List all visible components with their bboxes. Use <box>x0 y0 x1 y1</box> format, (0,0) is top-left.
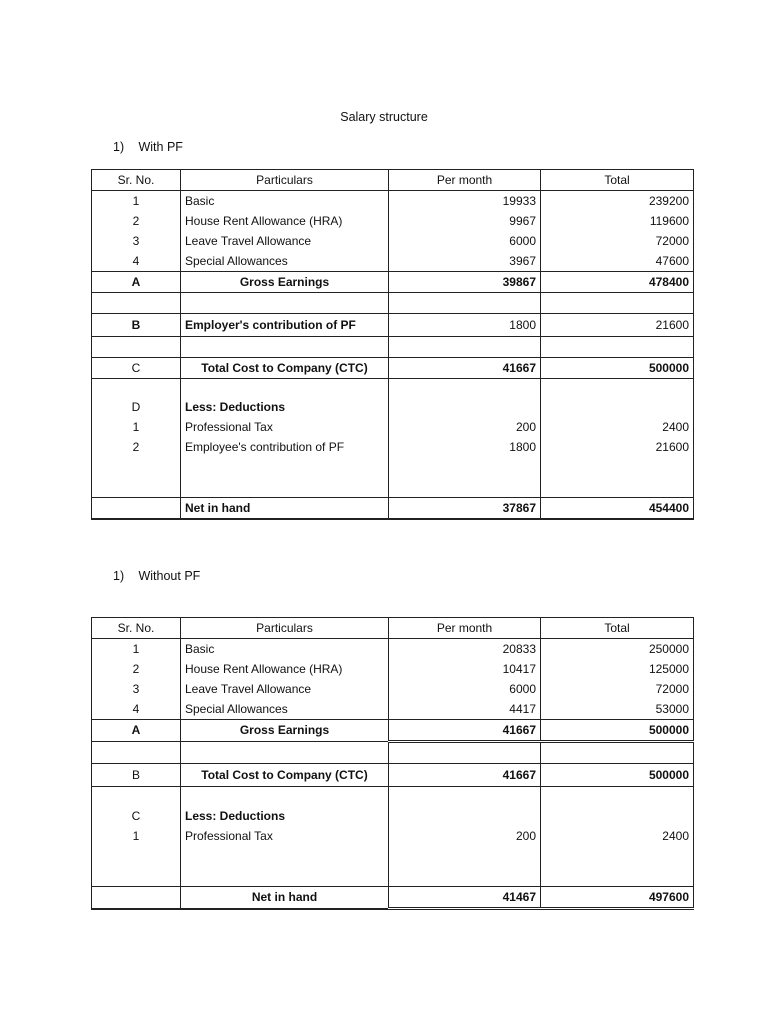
total-cell: 250000 <box>541 639 694 660</box>
sr-cell: A <box>92 272 181 293</box>
per-month-cell: 1800 <box>389 314 541 337</box>
per-month-cell: 4417 <box>389 699 541 720</box>
per-month-cell: 41667 <box>389 720 541 742</box>
deductions-label: Less: Deductions <box>185 809 286 823</box>
per-month-cell: 19933 <box>389 191 541 212</box>
salary-table-with-pf <box>91 169 694 520</box>
header-sr-no: Sr. No. <box>92 618 181 639</box>
total-cell: 500000 <box>541 720 694 742</box>
total-cell: 119600 <box>541 211 694 231</box>
total-cell: 72000 <box>541 679 694 699</box>
table-row <box>92 211 694 231</box>
total-cell: 500000 <box>541 764 694 787</box>
per-month-cell: 6000 <box>389 679 541 699</box>
particular-cell: House Rent Allowance (HRA) <box>181 211 389 231</box>
total-cell: 47600 <box>541 251 694 272</box>
empty-cell <box>389 742 541 764</box>
table-row <box>92 659 694 679</box>
gross-earnings-row <box>92 272 694 293</box>
particular-cell: Total Cost to Company (CTC) <box>181 358 389 379</box>
sr-cell: 3 <box>92 231 181 251</box>
particular-cell: Basic <box>181 191 389 212</box>
deductions-sr: D <box>131 400 141 414</box>
ctc-row <box>92 764 694 787</box>
empty-row <box>92 337 694 358</box>
total-cell: 125000 <box>541 659 694 679</box>
deduction-particular: Professional Tax <box>185 829 273 843</box>
table-row <box>92 231 694 251</box>
sr-cell: 4 <box>92 699 181 720</box>
sr-cell: 3 <box>92 679 181 699</box>
deduction-total: 21600 <box>655 440 689 454</box>
gross-earnings-row <box>92 720 694 742</box>
empty-cell <box>92 887 181 909</box>
header-total: Total <box>541 618 694 639</box>
sr-cell: 4 <box>92 251 181 272</box>
particular-cell: Employer's contribution of PF <box>181 314 389 337</box>
sr-cell: 1 <box>92 191 181 212</box>
deduction-sr: 1 <box>132 829 140 843</box>
per-month-cell: 37867 <box>389 498 541 520</box>
total-cell: 454400 <box>541 498 694 520</box>
deductions-total-cell <box>541 787 694 887</box>
deduction-per-month: 200 <box>515 420 536 434</box>
total-cell: 53000 <box>541 699 694 720</box>
sr-cell: 2 <box>92 659 181 679</box>
page-title: Salary structure <box>340 110 428 124</box>
deductions-particular-cell <box>181 787 389 887</box>
total-cell: 239200 <box>541 191 694 212</box>
section-heading-with-pf <box>113 140 183 154</box>
deductions-particular-cell <box>181 379 389 498</box>
per-month-cell: 41667 <box>389 358 541 379</box>
section-title: Without PF <box>138 569 201 583</box>
net-in-hand-row <box>92 498 694 520</box>
empty-cell <box>541 293 694 314</box>
deduction-sr: 2 <box>132 440 140 454</box>
total-cell: 478400 <box>541 272 694 293</box>
header-per-month: Per month <box>389 618 541 639</box>
per-month-cell: 9967 <box>389 211 541 231</box>
deductions-block <box>92 379 694 498</box>
deduction-per-month: 200 <box>515 829 536 843</box>
deductions-block <box>92 787 694 887</box>
empty-cell <box>389 293 541 314</box>
total-cell: 500000 <box>541 358 694 379</box>
particular-cell: Total Cost to Company (CTC) <box>181 764 389 787</box>
deduction-per-month: 1800 <box>509 440 536 454</box>
empty-cell <box>92 337 181 358</box>
particular-cell: Net in hand <box>181 887 389 909</box>
header-particulars: Particulars <box>181 618 389 639</box>
per-month-cell: 6000 <box>389 231 541 251</box>
section-heading-without-pf <box>113 569 200 583</box>
table-row <box>92 251 694 272</box>
empty-cell <box>541 742 694 764</box>
particular-cell: Net in hand <box>181 498 389 520</box>
particular-cell: Gross Earnings <box>181 272 389 293</box>
particular-cell: Special Allowances <box>181 699 389 720</box>
deduction-sr: 1 <box>132 420 140 434</box>
salary-table-without-pf <box>91 617 694 910</box>
deduction-total: 2400 <box>662 420 689 434</box>
particular-cell: Special Allowances <box>181 251 389 272</box>
deductions-label: Less: Deductions <box>185 400 286 414</box>
empty-cell <box>181 293 389 314</box>
particular-cell: House Rent Allowance (HRA) <box>181 659 389 679</box>
empty-row <box>92 742 694 764</box>
per-month-cell: 20833 <box>389 639 541 660</box>
section-number: 1) <box>113 569 125 583</box>
deductions-total-cell <box>541 379 694 498</box>
deduction-particular: Professional Tax <box>185 420 273 434</box>
net-in-hand-row <box>92 887 694 909</box>
per-month-cell: 10417 <box>389 659 541 679</box>
deduction-particular: Employee's contribution of PF <box>185 440 345 454</box>
employer-pf-row <box>92 314 694 337</box>
total-cell: 72000 <box>541 231 694 251</box>
per-month-cell: 39867 <box>389 272 541 293</box>
sr-cell: C <box>92 358 181 379</box>
per-month-cell: 3967 <box>389 251 541 272</box>
ctc-row <box>92 358 694 379</box>
deductions-sr-cell <box>92 379 181 498</box>
table-row <box>92 679 694 699</box>
deductions-sr: C <box>131 809 141 823</box>
particular-cell: Basic <box>181 639 389 660</box>
per-month-cell: 41467 <box>389 887 541 909</box>
table-header-row <box>92 170 694 191</box>
deductions-sr-cell <box>92 787 181 887</box>
header-sr-no: Sr. No. <box>92 170 181 191</box>
sr-cell: 2 <box>92 211 181 231</box>
sr-cell: A <box>92 720 181 742</box>
empty-row <box>92 293 694 314</box>
table-row <box>92 699 694 720</box>
total-cell: 497600 <box>541 887 694 909</box>
sr-cell: B <box>92 764 181 787</box>
particular-cell: Leave Travel Allowance <box>181 231 389 251</box>
empty-cell <box>92 293 181 314</box>
table-row <box>92 639 694 660</box>
total-cell: 21600 <box>541 314 694 337</box>
header-per-month: Per month <box>389 170 541 191</box>
particular-cell: Leave Travel Allowance <box>181 679 389 699</box>
empty-cell <box>389 337 541 358</box>
empty-cell <box>181 742 389 764</box>
particular-cell: Gross Earnings <box>181 720 389 742</box>
sr-cell: 1 <box>92 639 181 660</box>
deduction-total: 2400 <box>662 829 689 843</box>
empty-cell <box>92 742 181 764</box>
table-row <box>92 191 694 212</box>
empty-cell <box>181 337 389 358</box>
section-number: 1) <box>113 140 125 154</box>
header-total: Total <box>541 170 694 191</box>
deductions-per-month-cell <box>389 379 541 498</box>
section-title: With PF <box>138 140 183 154</box>
sr-cell: B <box>92 314 181 337</box>
per-month-cell: 41667 <box>389 764 541 787</box>
header-particulars: Particulars <box>181 170 389 191</box>
empty-cell <box>541 337 694 358</box>
deductions-per-month-cell <box>389 787 541 887</box>
table-header-row <box>92 618 694 639</box>
empty-cell <box>92 498 181 520</box>
